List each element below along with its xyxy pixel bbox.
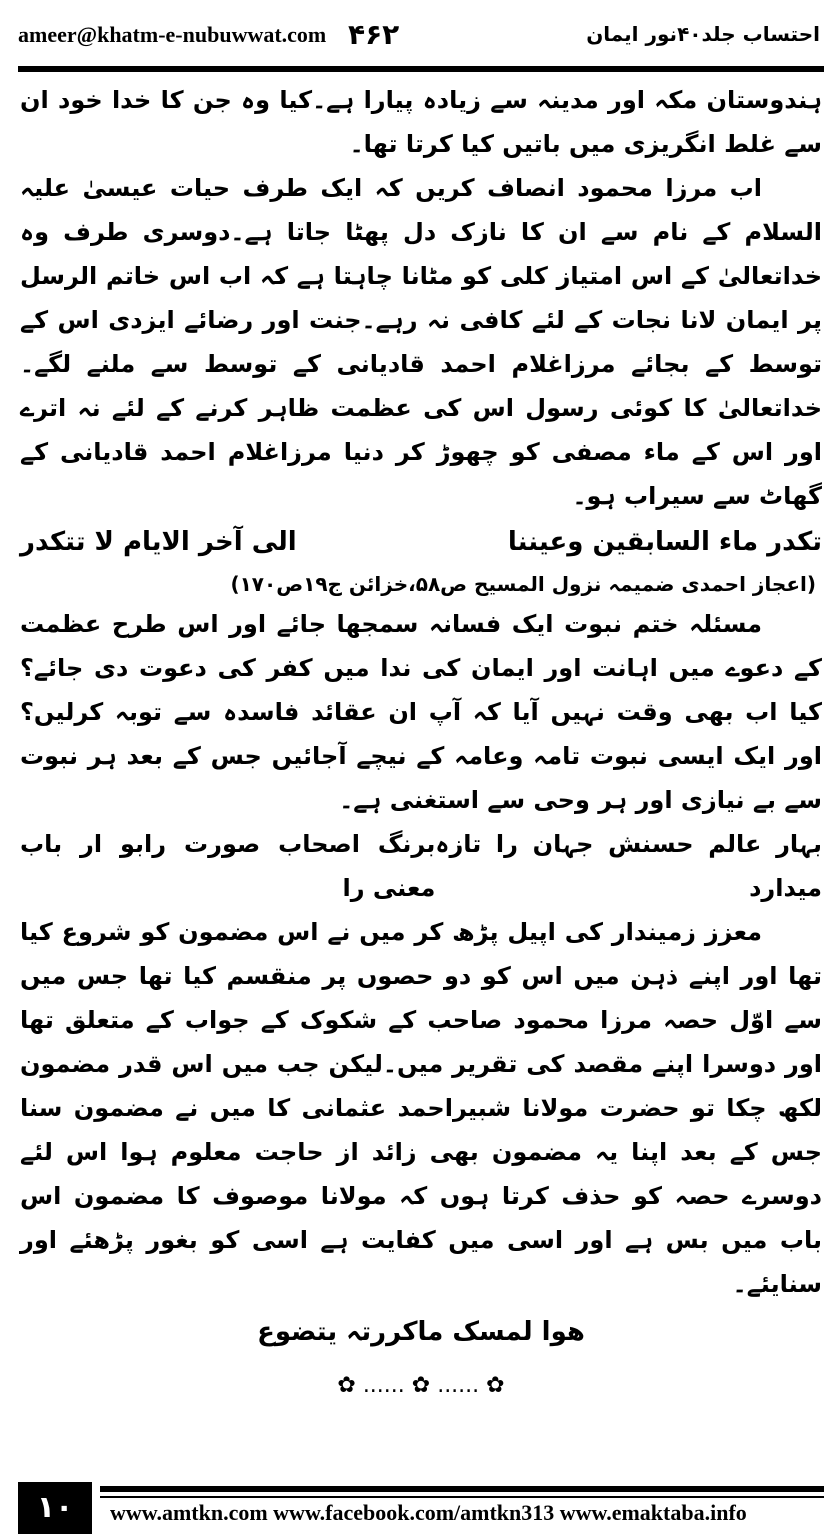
persian-couplet <box>20 822 822 910</box>
paragraph-1: ہندوستان مکہ اور مدینہ سے زیادہ پیارا ہے۔کیا وہ جن کا خدا خود ان سے غلط انگریزی میں باتیں کیا کرتا تھا۔ <box>20 86 822 158</box>
verse-left: الی آخر الایام لا تتکدر <box>20 527 297 557</box>
header-rule <box>18 66 824 72</box>
reference-citation: (اعجاز احمدی ضمیمہ نزول المسیح ص۵۸،خزائن ج۱۹ص۱۷۰) <box>230 572 816 596</box>
arabic-verse <box>20 518 822 566</box>
ornament-divider: ✿ ...... ✿ ...... ✿ <box>337 1373 505 1398</box>
paragraph-4: معزز زمیندار کی اپیل پڑھ کر میں نے اس مضمون کو شروع کیا تھا اور اپنے ذہن میں اس کو دو حصوں پر منقسم کیا تھا جس میں سے اوّل حصہ مرزا محمود صاحب کے شکوک کے جواب کے متعلق تھا اور دوسرا اپنے مقصد کی تقریر میں۔لیکن جب میں اس قدر مضمون لکھ چکا تو حضرت مولانا شبیراحمد عثمانی کا میں نے مضمون سنا جس کے بعد اپنا یہ مضمون بھی زائد از حاجت معلوم ہوا اس لئے دوسرے حصہ کو حذف کرتا ہوں کہ مولانا موصوف کا مضمون اس باب میں بس ہے اور اسی میں کفایت ہے اسی کو بغور پڑھئے اور سنایئے۔ <box>20 918 822 1298</box>
closing-line: ھوا لمسک ماکررتہ یتضوع <box>257 1317 585 1347</box>
footer-page-number: ۱۰ <box>18 1482 92 1534</box>
paragraph-2: اب مرزا محمود انصاف کریں کہ ایک طرف حیات عیسیٰ علیہ السلام کے نام سے ان کا نازک دل پھٹا جاتا ہے۔دوسری طرف وہ خداتعالیٰ کے اس امتیاز کلی کو مٹانا چاہتا ہے کہ اب اس خاتم الرسل پر ایمان لانا نجات کے لئے کافی نہ رہے۔جنت اور رضائے ایزدی اس کے توسط کے بجائے مرزاغلام احمد قادیانی کے توسط سے ملنے لگے۔خداتعالیٰ کا کوئی رسول اس کی عظمت ظاہر کرنے کے لئے نہ اترے اور اس کے ماء مصفی کو چھوڑ کر دنیا مرزاغلام احمد قادیانی کے گھاٹ سے سیراب ہو۔ <box>20 174 822 510</box>
couplet-left: برنگ اصحاب صورت رابو ار باب معنی را <box>20 830 436 902</box>
page-header <box>0 0 840 70</box>
paragraph-3: مسئلہ ختم نبوت ایک فسانہ سمجھا جائے اور اس طرح عظمت کے دعوے میں اہانت اور ایمان کی ندا میں کفر کی دعوت دی جائے؟ کیا اب بھی وقت نہیں آیا کہ آپ ان عقائد فاسدہ سے توبہ کرلیں؟ اور ایک ایسی نبوت تامہ وعامہ کے نیچے آجائیں جس کے بعد ہر نبوت سے بے نیازی اور ہر وحی سے استغنی ہے۔ <box>20 610 822 814</box>
header-page-number: ۴۶۲ <box>348 18 400 51</box>
footer-rule <box>100 1486 824 1492</box>
footer-rule-thin <box>100 1496 824 1498</box>
header-book-title: احتساب جلد۴۰نور ایمان <box>586 22 820 46</box>
verse-right: تکدر ماء السابقین وعیننا <box>507 527 822 557</box>
page-body <box>20 78 822 1406</box>
couplet-right: بہار عالم حسنش جہان را تازہ میدارد <box>435 830 822 902</box>
page-footer <box>0 1478 840 1540</box>
footer-links: www.amtkn.com www.facebook.com/amtkn313 www.emaktaba.info <box>110 1500 747 1525</box>
header-email: ameer@khatm-e-nubuwwat.com <box>18 22 327 47</box>
